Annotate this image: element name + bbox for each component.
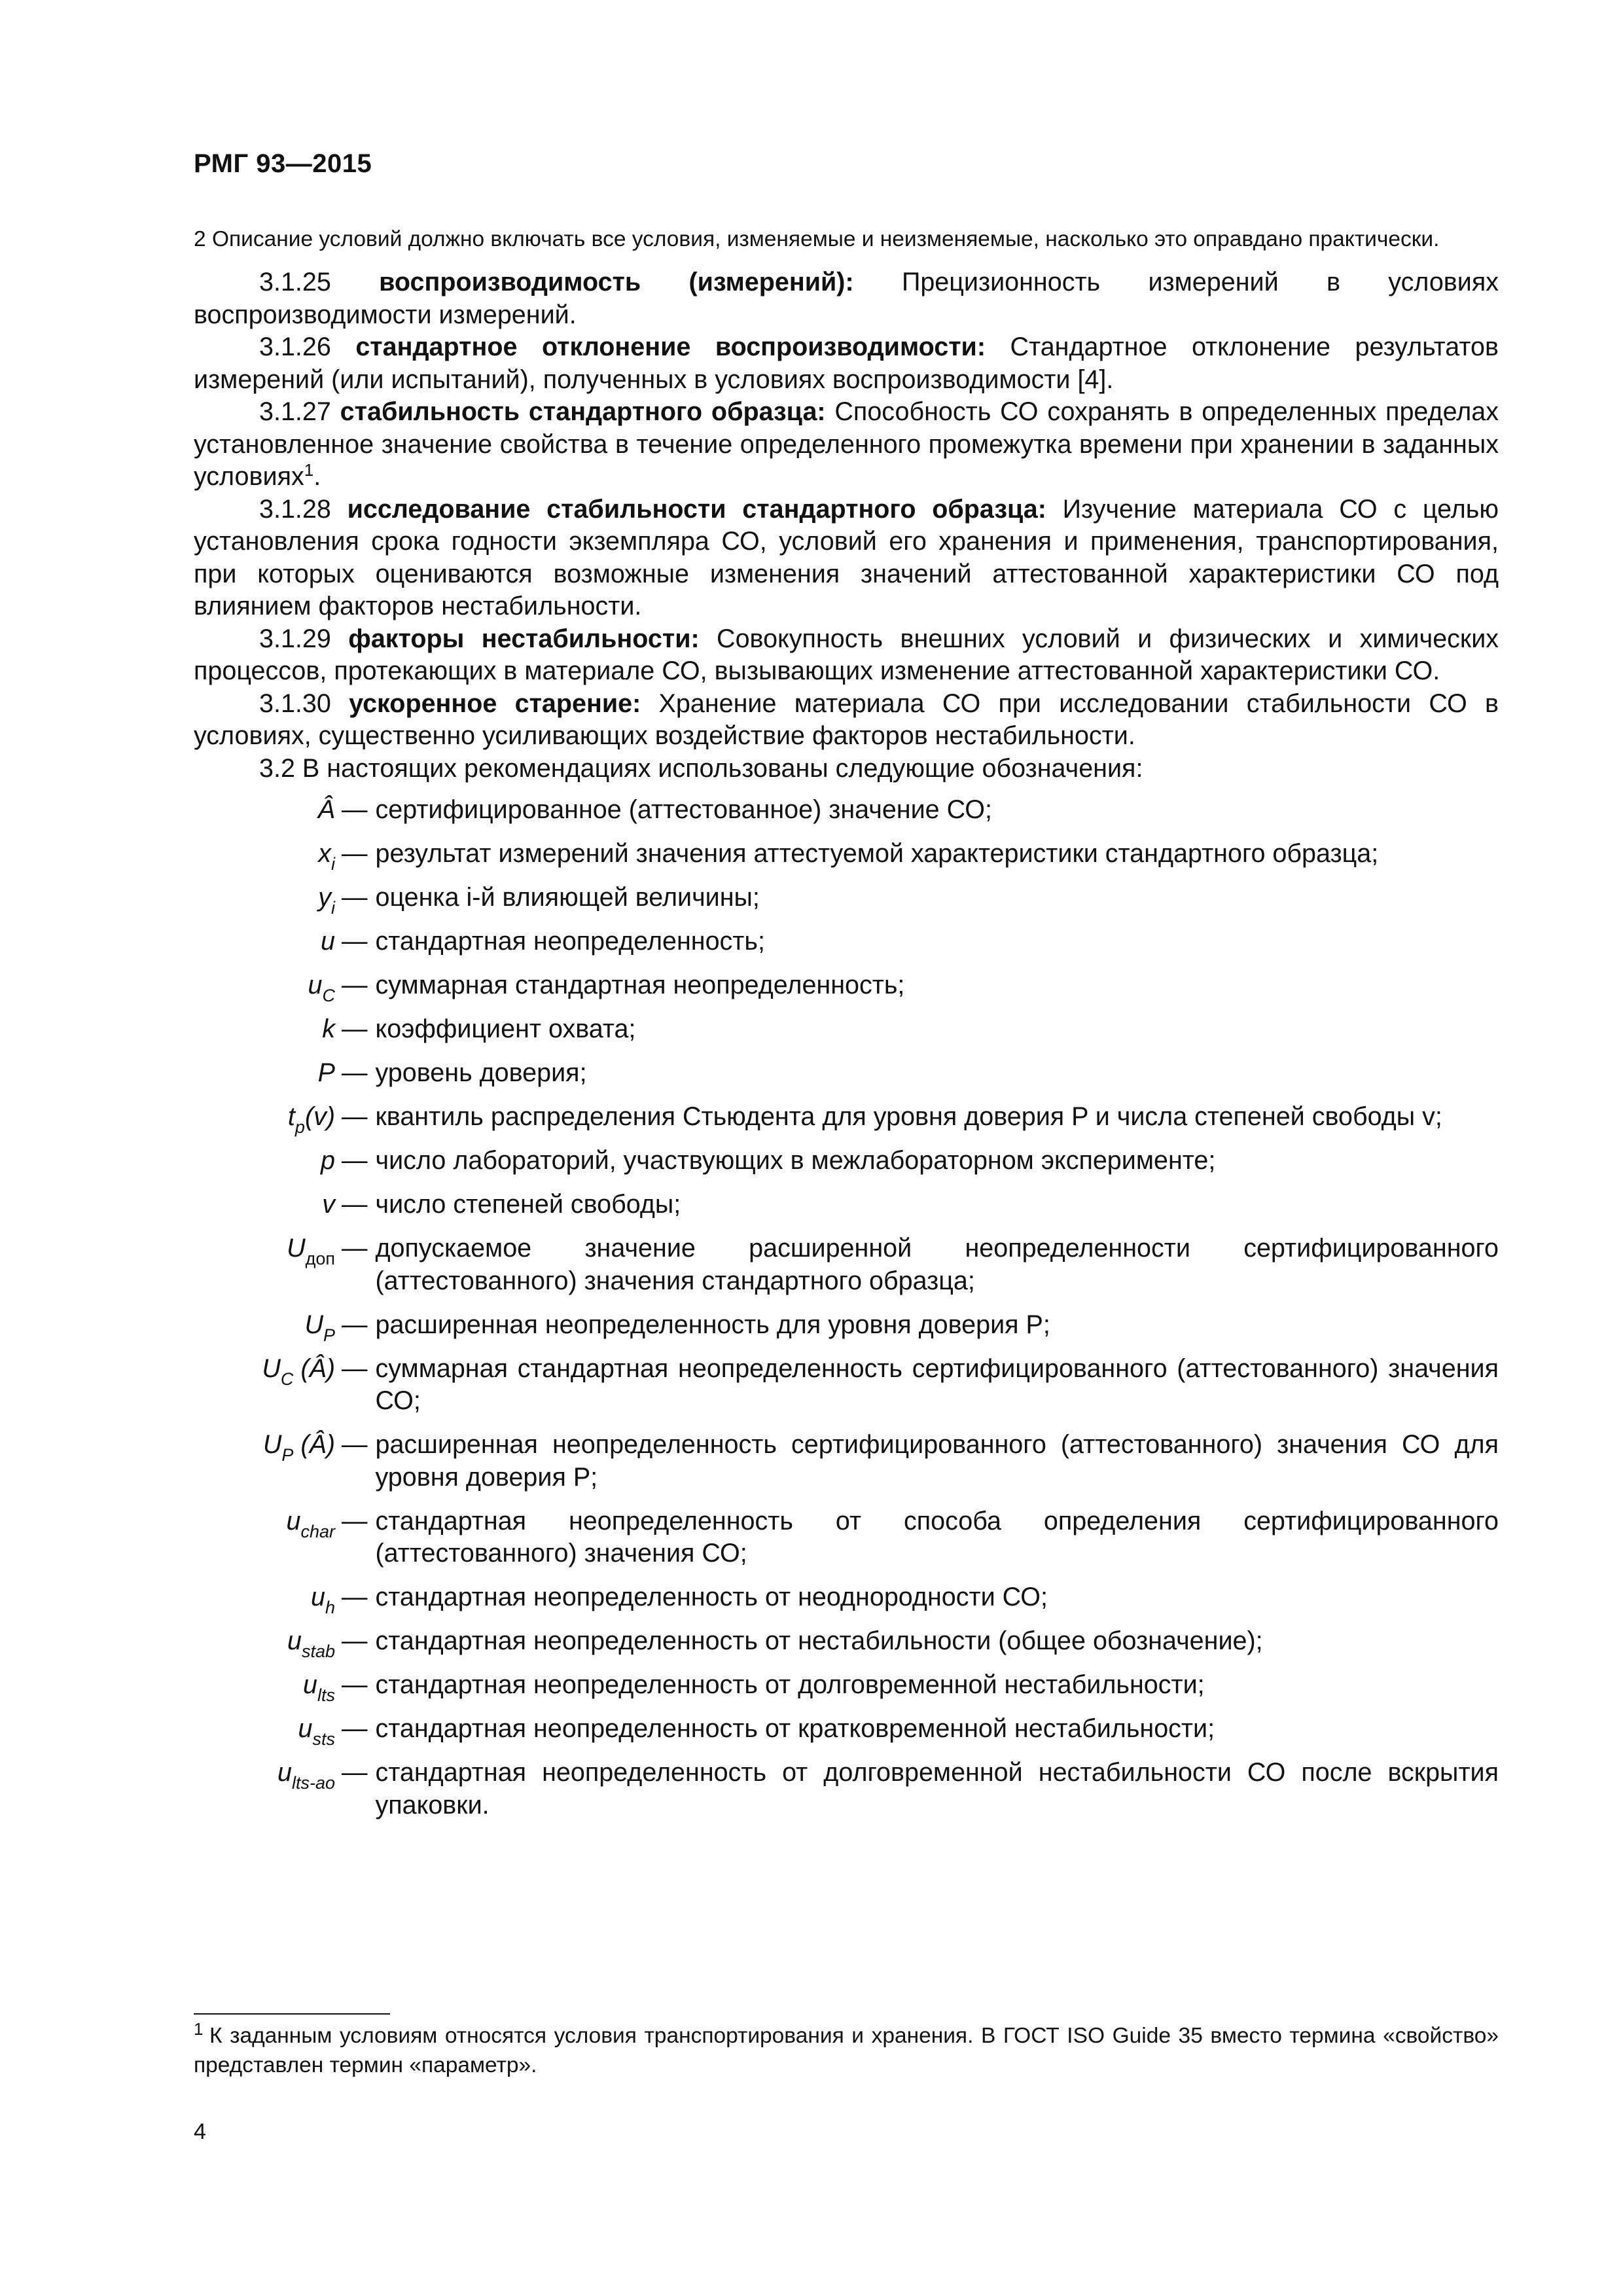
symbol-dash: — (342, 839, 368, 868)
symbol-description: коэффициент охвата; (375, 1014, 636, 1043)
symbol-description: стандартная неопределенность от кратковременной нестабильности; (375, 1714, 1215, 1743)
definition-paragraph (194, 331, 1499, 396)
definition-number: 3.1.28 (259, 494, 348, 524)
symbol-base: U (262, 1354, 281, 1383)
symbol-dash: — (342, 795, 368, 824)
symbol-description: число степеней свободы; (375, 1190, 681, 1219)
symbol-dash: — (342, 1430, 368, 1459)
symbol-description: квантиль распределения Стьюдента для уровня доверия P и числа степеней свободы v; (375, 1102, 1442, 1131)
definition-number: 3.1.25 (259, 268, 380, 296)
symbol-subscript: sts (312, 1729, 335, 1749)
symbol-subscript: stab (301, 1641, 335, 1661)
symbol-argument: (Â) (293, 1430, 335, 1459)
symbol-row (194, 1625, 1499, 1661)
definition-text: Стандартное отклонение результатов измерений (или испытаний), полученных в условиях воспроизводимости [4]. (194, 332, 1499, 394)
symbol-dash: — (342, 1190, 368, 1219)
symbol-argument: (v) (304, 1102, 335, 1131)
symbol-row (194, 838, 1499, 874)
definition-text: Изучение материала СО с целью установления срока годности экземпляра СО, условий его хранения и применения, транспортирования, при которых оцениваются возможные изменения значений аттестованной характеристики СО под влиянием факторов нестабильности. (194, 494, 1499, 620)
symbol-base: u (308, 971, 323, 999)
definition-text: Совокупность внешних условий и физических и химических процессов, протекающих в материале СО, вызывающих изменение аттестованной характеристики СО. (194, 624, 1499, 685)
symbol-base: U (287, 1234, 306, 1263)
symbol-row (194, 1057, 1499, 1090)
definition-term: стабильность стандартного образца: (340, 397, 826, 426)
symbol-subscript: h (325, 1598, 335, 1617)
footnote: 1 К заданным условиям относятся условия транспортирования и хранения. В ГОСТ ISO Guide 35 вместо термина «свойство» представлен термин «параметр». (194, 2018, 1499, 2077)
symbol-description: стандартная неопределенность от способа определения сертифицированного (аттестованного) значения СО; (375, 1506, 1499, 1568)
symbol-base: Â (317, 795, 335, 824)
page-number: 4 (194, 2119, 206, 2144)
symbol-dash: — (342, 1234, 368, 1263)
symbol-row (194, 794, 1499, 827)
definition-term: факторы нестабильности: (348, 624, 700, 653)
symbol (194, 969, 335, 1005)
symbol-dash: — (342, 1506, 368, 1535)
symbol (194, 1505, 335, 1541)
definition-paragraph (194, 688, 1499, 753)
symbol (194, 1581, 335, 1617)
definition-paragraph (194, 493, 1499, 623)
definition-paragraph (194, 396, 1499, 493)
symbol-base: y (318, 883, 331, 912)
symbol (194, 1189, 335, 1221)
symbol-description: стандартная неопределенность от нестабильности (общее обозначение); (375, 1626, 1263, 1655)
symbol-description: расширенная неопределенность для уровня доверия P; (375, 1310, 1050, 1339)
symbol-subscript: lts (317, 1685, 335, 1705)
symbol-dash: — (342, 1670, 368, 1699)
symbol-base: u (277, 1758, 292, 1787)
symbol-description: сертифицированное (аттестованное) значение СО; (375, 795, 992, 824)
symbol-subscript: lts-ao (291, 1773, 335, 1793)
symbol-base: u (321, 927, 335, 956)
symbol-base: u (311, 1583, 325, 1611)
symbol-description: суммарная стандартная неопределенность сертифицированного (аттестованного) значения СО; (375, 1354, 1499, 1415)
symbol-base: k (322, 1014, 335, 1043)
symbol-dash: — (342, 1146, 368, 1175)
symbol-subscript: p (294, 1117, 305, 1137)
symbol-row (194, 969, 1499, 1005)
symbol (194, 1669, 335, 1705)
symbol (194, 1429, 335, 1465)
symbol-subscript: C (280, 1369, 294, 1389)
symbol (194, 1757, 335, 1793)
definition-paragraph (194, 623, 1499, 688)
definition-term: исследование стабильности стандартного образца: (347, 494, 1046, 524)
symbol-row (194, 1581, 1499, 1617)
definitions-list (194, 266, 1499, 753)
symbol-dash: — (342, 1354, 368, 1383)
symbol-dash: — (342, 971, 368, 999)
symbol (194, 838, 335, 874)
symbol-dash: — (342, 883, 368, 912)
symbol-dash: — (342, 1714, 368, 1743)
symbol-base: u (303, 1670, 317, 1699)
symbol (194, 1713, 335, 1749)
symbol-base: P (317, 1058, 335, 1087)
symbol (194, 882, 335, 918)
symbol (194, 794, 335, 827)
definition-paragraph (194, 266, 1499, 331)
symbol-description: результат измерений значения аттестуемой характеристики стандартного образца; (375, 839, 1379, 868)
symbol-subscript: P (281, 1445, 294, 1465)
definition-number: 3.1.27 (259, 397, 340, 426)
main-content (194, 225, 1499, 1833)
symbol-base: t (287, 1102, 295, 1131)
symbol-description: стандартная неопределенность от долговременной нестабильности; (375, 1670, 1205, 1699)
symbol-row (194, 1713, 1499, 1749)
symbol-subscript: i (331, 898, 335, 918)
symbol-description: уровень доверия; (375, 1058, 587, 1087)
symbol-row (194, 1353, 1499, 1418)
symbol (194, 1013, 335, 1046)
definition-term: стандартное отклонение воспроизводимости: (355, 332, 986, 361)
definition-term: воспроизводимость (измерений): (379, 268, 854, 296)
symbol-description: оценка i-й влияющей величины; (375, 883, 760, 912)
symbol (194, 1057, 335, 1090)
symbols-intro: 3.2 В настоящих рекомендациях использованы следующие обозначения: (259, 753, 1143, 783)
symbols-list (194, 794, 1499, 1821)
symbol (194, 1309, 335, 1345)
symbol-row (194, 1101, 1499, 1137)
symbol-base: u (287, 1626, 302, 1655)
symbol-row (194, 1669, 1499, 1705)
symbol-subscript: char (300, 1521, 335, 1541)
symbol-row (194, 1189, 1499, 1221)
symbol-subscript: доп (305, 1249, 335, 1268)
symbol-base: p (321, 1146, 335, 1175)
symbol (194, 1145, 335, 1177)
symbol-base: U (262, 1430, 282, 1459)
symbol-description: расширенная неопределенность сертифицированного (аттестованного) значения СО для уровня доверия P; (375, 1430, 1499, 1492)
symbol-row (194, 1013, 1499, 1046)
document-code-header: РМГ 93—2015 (194, 149, 372, 178)
symbol-base: x (318, 839, 331, 868)
symbol-base: u (286, 1506, 301, 1535)
symbol-description: стандартная неопределенность от долговременной нестабильности СО после вскрытия упаковки. (375, 1758, 1499, 1820)
definition-text: Прецизионность измерений в условиях воспроизводимости измерений. (194, 268, 1499, 329)
symbol-description: число лабораторий, участвующих в межлабораторном эксперименте; (375, 1146, 1216, 1175)
symbol-row (194, 1505, 1499, 1570)
symbol (194, 1625, 335, 1661)
symbol-dash: — (342, 1058, 368, 1087)
symbol (194, 1101, 335, 1137)
symbol-row (194, 1145, 1499, 1177)
symbol-subscript: P (323, 1325, 335, 1345)
definition-term: ускоренное старение: (349, 689, 641, 718)
symbol-dash: — (342, 1014, 368, 1043)
symbol-row (194, 882, 1499, 918)
symbol-dash: — (342, 1310, 368, 1339)
symbol-row (194, 1429, 1499, 1494)
symbol-argument: (Â) (293, 1354, 335, 1383)
symbol-dash: — (342, 1583, 368, 1611)
symbol-base: v (322, 1190, 335, 1219)
symbol-subscript: i (331, 854, 335, 874)
definition-text: Способность СО сохранять в определенных пределах установленное значение свойства в течение определенного промежутка времени при хранении в заданных условиях (194, 397, 1499, 491)
symbol-dash: — (342, 1626, 368, 1655)
symbol (194, 1232, 335, 1268)
symbol-description: стандартная неопределенность от неоднородности СО; (375, 1583, 1048, 1611)
definition-tail: . (313, 462, 321, 491)
definition-text: Хранение материала СО при исследовании стабильности СО в условиях, существенно усиливающих воздействие факторов нестабильности. (194, 689, 1499, 750)
symbol-description: допускаемое значение расширенной неопределенности сертифицированного (аттестованного) значения стандартного образца; (375, 1234, 1499, 1295)
definition-number: 3.1.29 (259, 624, 349, 653)
symbol-row (194, 1757, 1499, 1821)
symbol-base: U (304, 1310, 323, 1339)
symbol-base: u (298, 1714, 313, 1743)
symbol-row (194, 1232, 1499, 1297)
footnote-reference: 1 (304, 459, 314, 480)
symbol-description: суммарная стандартная неопределенность; (375, 971, 905, 999)
symbol (194, 1353, 335, 1389)
footnote-text: К заданным условиям относятся условия транспортирования и хранения. В ГОСТ ISO Guide 35 вместо термина «свойство» представлен термин «параметр». (194, 2024, 1499, 2077)
symbol-dash: — (342, 1102, 368, 1131)
symbol-dash: — (342, 927, 368, 956)
symbol-dash: — (342, 1758, 368, 1787)
definition-number: 3.1.30 (259, 689, 349, 718)
symbol-description: стандартная неопределенность; (375, 927, 765, 956)
definition-number: 3.1.26 (259, 332, 356, 361)
symbol-subscript: C (322, 986, 335, 1005)
symbol-row (194, 925, 1499, 958)
symbol (194, 925, 335, 958)
symbol-row (194, 1309, 1499, 1345)
footnote-separator (194, 2013, 390, 2015)
note-2: 2 Описание условий должно включать все условия, изменяемые и неизменяемые, насколько это оправдано практически. (194, 227, 1440, 251)
